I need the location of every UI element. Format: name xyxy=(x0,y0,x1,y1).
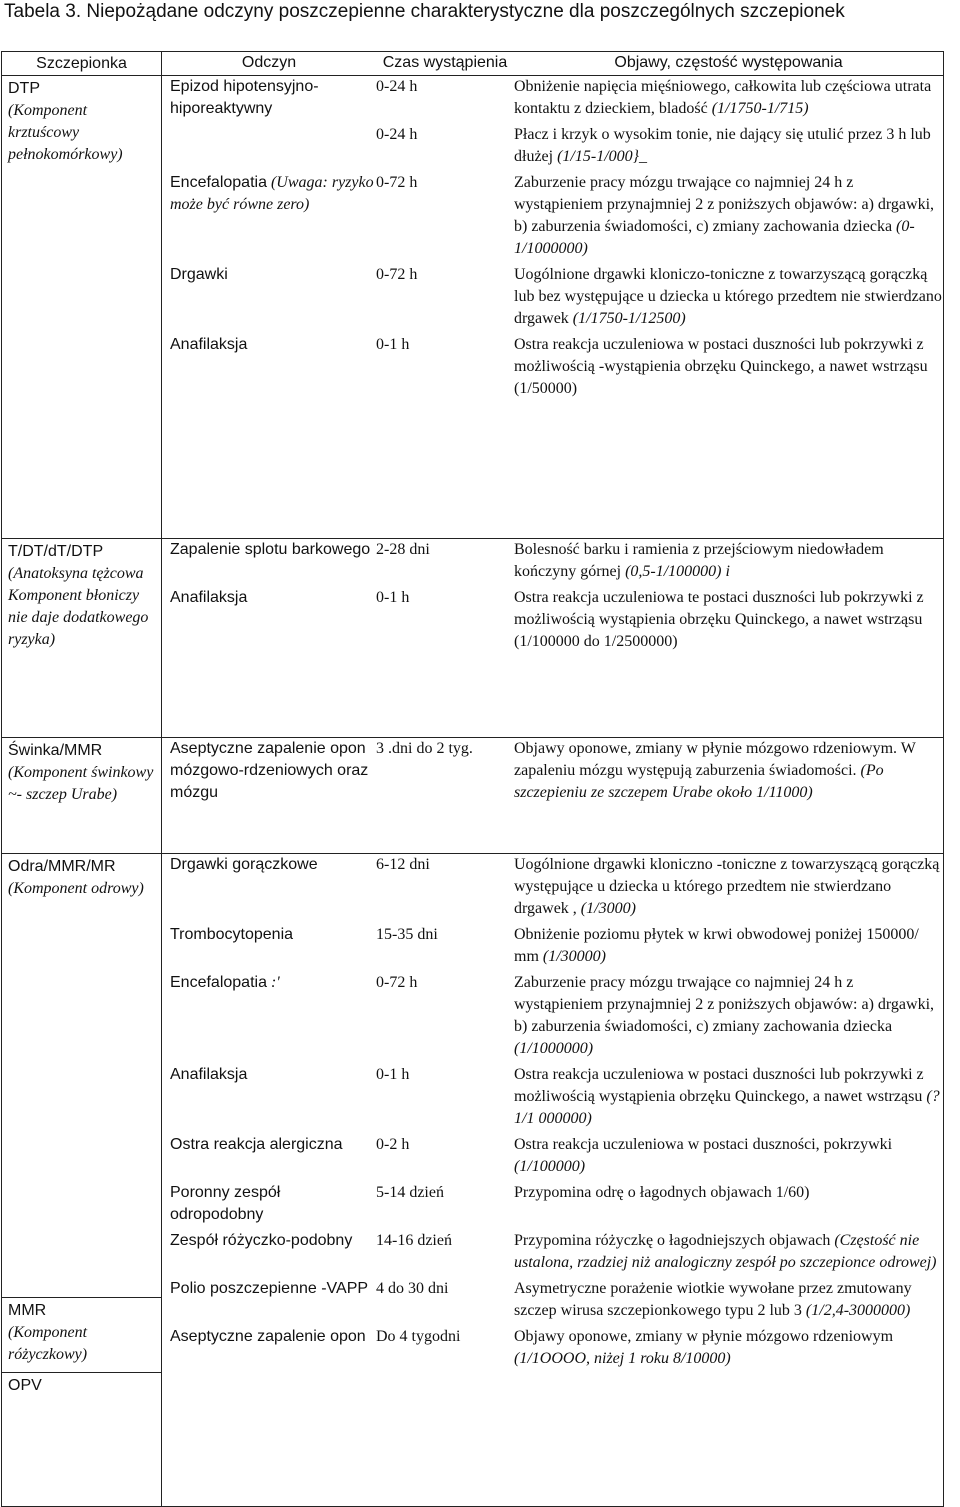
vaccine-name: OPV xyxy=(8,1377,42,1394)
reaction-entry xyxy=(162,854,943,920)
entries-cell xyxy=(162,76,944,539)
reaction-name xyxy=(162,539,376,561)
reaction-label: Poronny zespół odropodobny xyxy=(170,1184,281,1223)
reaction-name xyxy=(162,854,376,876)
reaction-entry xyxy=(162,76,943,120)
vaccine-cell xyxy=(2,738,162,854)
vaccine-name: T/DT/dT/DTP xyxy=(8,543,104,560)
reaction-name xyxy=(162,334,376,356)
reaction-name xyxy=(162,1278,376,1300)
header-reaction: Odczyn xyxy=(241,54,297,71)
vaccine-block xyxy=(2,1298,161,1373)
table-caption: Tabela 3. Niepożądane odczyny poszczepienne charakterystyczne dla poszczególnych szczepionek xyxy=(4,1,845,22)
onset-time: 0-1 h xyxy=(376,589,410,606)
header-main xyxy=(162,52,944,76)
onset-time: 0-1 h xyxy=(376,336,410,353)
symptoms-description: Ostra reakcja uczuleniowa w postaci duszności lub pokrzywki z możliwością wystąpienia obrzęku Quinckego, a nawet wstrząsu xyxy=(514,1066,924,1105)
symptoms-description: Asymetryczne porażenie wiotkie wywołane przez zmutowany szczep wirusa szczepionkowego typu 2 lub 3 xyxy=(514,1280,912,1319)
symptoms-description: Zaburzenie pracy mózgu trwające co najmniej 24 h z wystąpieniem przynajmniej 2 z poniższych objawów: a) drgawki, b) zaburzenia świadomości, c) zmiany zachowania dziecka xyxy=(514,974,935,1035)
symptoms-description: Obniżenie poziomu płytek w krwi obwodowej poniżej 150000/ mm xyxy=(514,926,919,965)
reaction-name xyxy=(162,76,376,120)
symptoms-text xyxy=(514,124,943,168)
symptoms-text xyxy=(514,587,943,653)
onset-time: 6-12 dni xyxy=(376,856,430,873)
frequency-note: (0-1/1000000) xyxy=(514,218,915,257)
header-vaccine-label: Szczepionka xyxy=(36,55,127,72)
vaccine-name: DTP xyxy=(8,80,40,97)
symptoms-description: Ostra reakcja uczuleniowa te postaci duszności lub pokrzywki z możliwością wystąpienia obrzęku Quinckego, a nawet wstrząsu (1/100000 do 1/2500000) xyxy=(514,589,924,650)
frequency-note: (1/2,4-3000000) xyxy=(805,1302,911,1319)
vaccine-cell xyxy=(2,76,162,539)
reaction-name xyxy=(162,1134,376,1156)
symptoms-description: Płacz i krzyk o wysokim tonie, nie dający się utulić przez 3 h lub dłużej xyxy=(514,126,931,165)
reaction-name xyxy=(162,1182,376,1226)
symptoms-text xyxy=(514,334,943,400)
symptoms-text xyxy=(514,539,943,583)
entries-cell xyxy=(162,738,944,854)
reaction-label: Epizod hipotensyjno-hiporeaktywny xyxy=(170,78,319,117)
symptoms-description: Zaburzenie pracy mózgu trwające co najmniej 24 h z wystąpieniem przynajmniej 2 z poniższych objawów: a) drgawki, b) zaburzenia świadomości, c) zmiany zachowania dziecka xyxy=(514,174,935,235)
onset-time: 0-2 h xyxy=(376,1136,410,1153)
table-body xyxy=(2,76,944,1507)
entries-group xyxy=(162,738,943,853)
symptoms-text xyxy=(514,1064,943,1130)
symptoms-description: Obniżenie napięcia mięśniowego, całkowita lub częściowa utrata kontaktu z dzieckiem, bladość xyxy=(514,78,932,117)
reaction-label: Polio poszczepienne -VAPP xyxy=(170,1280,369,1297)
header-symptoms: Objawy, częstość występowania xyxy=(614,54,843,71)
frequency-note: (1/3000) xyxy=(580,900,636,917)
symptoms-description: Objawy oponowe, zmiany w płynie mózgowo rdzeniowym. W zapaleniu mózgu występują zaburzenia świadomości. xyxy=(514,740,916,779)
reaction-label: Aseptyczne zapalenie opon mózgowo-rdzeniowych oraz mózgu xyxy=(170,740,369,801)
vaccine-note: (Anatoksyna tężcowa Komponent błoniczy nie daje dodatkowego ryzyka) xyxy=(8,565,149,648)
reaction-entry xyxy=(162,738,943,804)
frequency-note: (0,5-1/100000) i xyxy=(625,563,730,580)
reaction-label: Aseptyczne zapalenie opon xyxy=(170,1328,366,1345)
table-row xyxy=(2,854,944,1507)
header-time: Czas wystąpienia xyxy=(382,54,508,71)
reaction-entry xyxy=(162,264,943,330)
symptoms-text xyxy=(514,972,943,1060)
reaction-name xyxy=(162,587,376,609)
reaction-name xyxy=(162,738,376,804)
header-row xyxy=(2,52,944,76)
onset-time: 5-14 dzień xyxy=(376,1184,444,1201)
reaction-label: Zapalenie splotu barkowego xyxy=(170,541,371,558)
symptoms-text xyxy=(514,1326,943,1370)
vaccine-name: Świnka/MMR xyxy=(8,742,103,759)
reaction-entry xyxy=(162,1064,943,1130)
reaction-label: Anafilaksja xyxy=(170,336,248,353)
reaction-label: Anafilaksja xyxy=(170,589,248,606)
onset-time: 14-16 dzień xyxy=(376,1232,452,1249)
symptoms-text xyxy=(514,738,943,804)
frequency-note: (Częstość nie ustalona, rzadziej niż analogiczny zespół po szczepionce odrowej) xyxy=(514,1232,937,1271)
frequency-note: (1/30000) xyxy=(542,948,606,965)
reaction-label: Ostra reakcja alergiczna xyxy=(170,1136,343,1153)
reaction-entry xyxy=(162,1182,943,1226)
symptoms-description: Uogólnione drgawki kloniczo-toniczne z towarzyszącą gorączką lub bez występujące u dziecka u którego przedtem nie stwierdzano drgawek xyxy=(514,266,942,327)
vaccine-block xyxy=(2,539,161,657)
onset-time: 0-1 h xyxy=(376,1066,410,1083)
vaccine-note: (Komponent różyczkowy) xyxy=(8,1324,88,1363)
onset-time: 0-72 h xyxy=(376,974,418,991)
reaction-entry xyxy=(162,1230,943,1274)
onset-time: Do 4 tygodni xyxy=(376,1328,461,1345)
symptoms-description: Przypomina odrę o łagodnych objawach 1/60) xyxy=(514,1184,810,1201)
vaccine-block xyxy=(2,1373,161,1403)
reaction-label: Zespół różyczko-podobny xyxy=(170,1232,353,1249)
frequency-note: (Po szczepieniu ze szczepem Urabe około 1/11000) xyxy=(514,762,884,801)
symptoms-description: Przypomina różyczkę o łagodniejszych objawach xyxy=(514,1232,831,1249)
frequency-note: (? 1/1 000000) xyxy=(514,1088,940,1127)
onset-time: 4 do 30 dni xyxy=(376,1280,449,1297)
reaction-name xyxy=(162,1064,376,1086)
reaction-entry xyxy=(162,972,943,1060)
reaction-label: Encefalopatia xyxy=(170,174,267,191)
reaction-name xyxy=(162,1326,376,1348)
reaction-entry xyxy=(162,172,943,260)
symptoms-text xyxy=(514,924,943,968)
frequency-note: (1/1OOOO, niżej 1 roku 8/10000) xyxy=(514,1350,731,1367)
header-vaccine xyxy=(2,52,162,76)
reaction-entry xyxy=(162,1278,943,1322)
reaction-entry xyxy=(162,924,943,968)
frequency-note: (1/1000000) xyxy=(514,1040,594,1057)
reaction-label: Drgawki xyxy=(170,266,228,283)
vaccine-name: Odra/MMR/MR xyxy=(8,858,116,875)
reaction-note: :' xyxy=(270,974,280,991)
table-row xyxy=(2,738,944,854)
symptoms-description: Uogólnione drgawki kloniczno -toniczne z towarzyszącą gorączką występujące u dziecka u którego przedtem nie stwierdzano drgawek , xyxy=(514,856,940,917)
frequency-note: (1/1750-1/715) xyxy=(711,100,809,117)
reaction-name xyxy=(162,172,376,216)
reaction-note: (Uwaga: ryzyko może być równe zero) xyxy=(170,174,374,213)
symptoms-description: Ostra reakcja uczuleniowa w postaci duszności, pokrzywki xyxy=(514,1136,893,1153)
symptoms-description: Bolesność barku i ramienia z przejściowym niedowładem kończyny górnej xyxy=(514,541,884,580)
table-row xyxy=(2,539,944,738)
reaction-label: Anafilaksja xyxy=(170,1066,248,1083)
reaction-entry xyxy=(162,587,943,653)
reaction-label: Drgawki gorączkowe xyxy=(170,856,318,873)
frequency-note: (1/15-1/000}_ xyxy=(557,148,648,165)
vaccine-cell xyxy=(2,539,162,738)
frequency-note: (1/1750-1/12500) xyxy=(572,310,686,327)
onset-time: 0-24 h xyxy=(376,78,418,95)
onset-time: 0-24 h xyxy=(376,126,418,143)
entries-group xyxy=(162,854,943,1506)
reaction-entry xyxy=(162,1326,943,1370)
reaction-entry xyxy=(162,539,943,583)
vaccine-block xyxy=(2,738,161,812)
vaccine-note: (Komponent krztuścowy pełnokomórkowy) xyxy=(8,102,123,163)
onset-time: 0-72 h xyxy=(376,174,418,191)
reaction-label: Encefalopatia xyxy=(170,974,267,991)
entries-cell xyxy=(162,854,944,1507)
reaction-entry xyxy=(162,1134,943,1178)
symptoms-text xyxy=(514,1134,943,1178)
symptoms-text xyxy=(514,854,943,920)
symptoms-text xyxy=(514,172,943,260)
symptoms-description: Ostra reakcja uczuleniowa w postaci duszności lub pokrzywki z możliwością -wystąpienia obrzęku Quinckego, a nawet wstrząsu (1/50000) xyxy=(514,336,928,397)
symptoms-text xyxy=(514,1278,943,1322)
entries-group xyxy=(162,76,943,538)
onset-time: 2-28 dni xyxy=(376,541,430,558)
vaccine-name: MMR xyxy=(8,1302,47,1319)
reaction-label: Trombocytopenia xyxy=(170,926,294,943)
adverse-reactions-table xyxy=(1,51,944,1507)
reaction-name xyxy=(162,972,376,994)
symptoms-text xyxy=(514,1230,943,1274)
reaction-name xyxy=(162,264,376,286)
onset-time: 15-35 dni xyxy=(376,926,438,943)
table-row xyxy=(2,76,944,539)
frequency-note: (1/100000) xyxy=(514,1158,586,1175)
reaction-name xyxy=(162,924,376,946)
vaccine-block xyxy=(2,854,161,1298)
vaccine-note: (Komponent świnkowy ~- szczep Urabe) xyxy=(8,764,154,803)
onset-time: 3 .dni do 2 tyg. xyxy=(376,740,473,757)
entries-group xyxy=(162,539,943,737)
entries-cell xyxy=(162,539,944,738)
reaction-entry xyxy=(162,124,943,168)
reaction-entry xyxy=(162,334,943,400)
vaccine-cell xyxy=(2,854,162,1507)
symptoms-text xyxy=(514,264,943,330)
reaction-name xyxy=(162,1230,376,1252)
vaccine-note: (Komponent odrowy) xyxy=(8,880,144,897)
symptoms-text xyxy=(514,1182,943,1204)
onset-time: 0-72 h xyxy=(376,266,418,283)
symptoms-text xyxy=(514,76,943,120)
vaccine-block xyxy=(2,76,161,172)
symptoms-description: Objawy oponowe, zmiany w płynie mózgowo rdzeniowym xyxy=(514,1328,894,1345)
